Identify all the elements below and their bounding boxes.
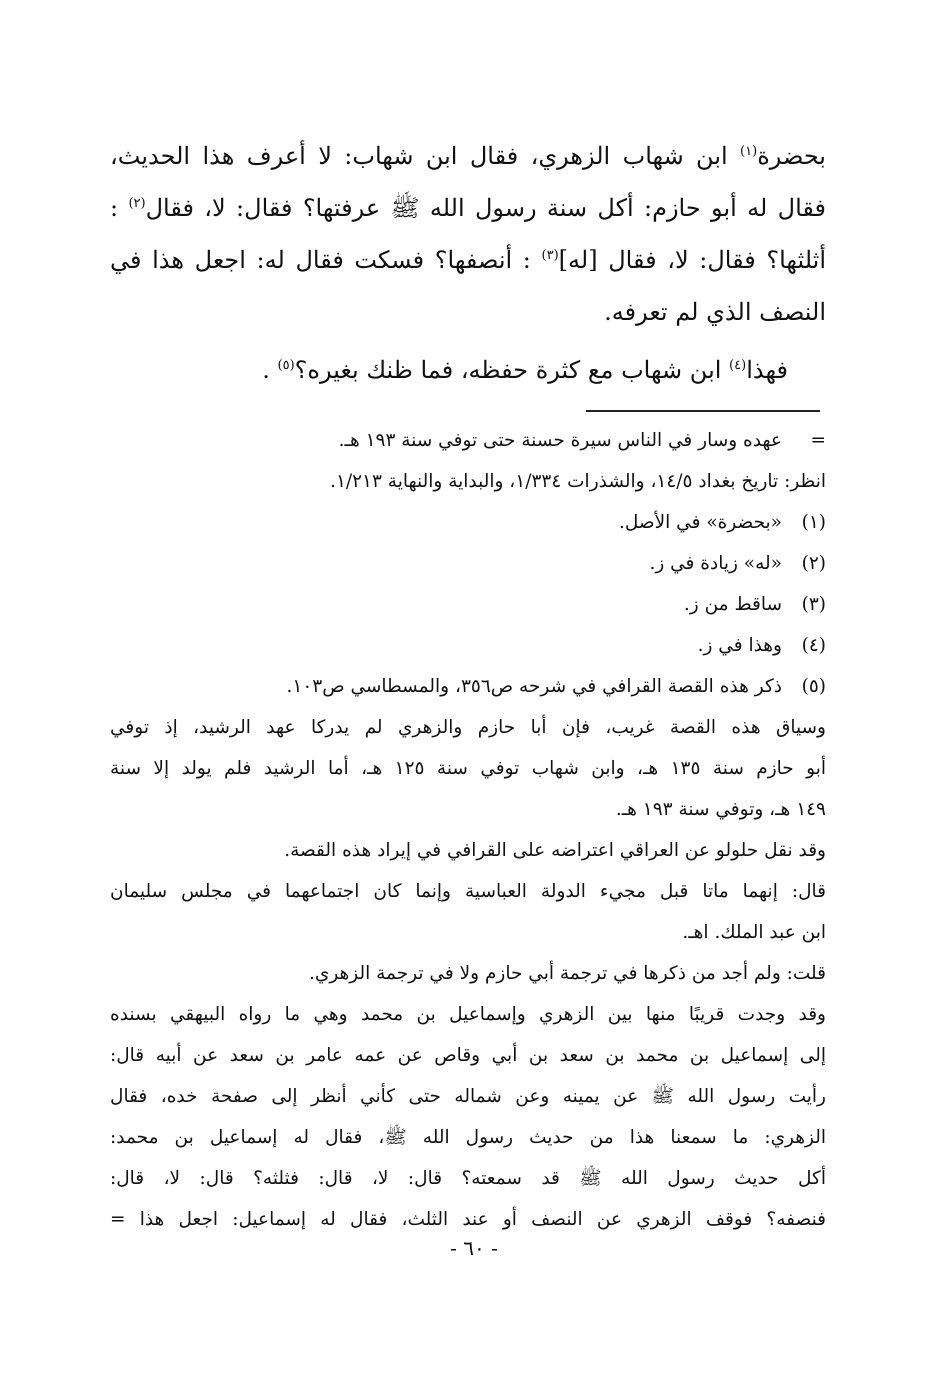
footnote-ref-5: (٥) xyxy=(277,358,295,373)
footnote-ref-2: (٢) xyxy=(128,196,146,211)
footnote-number: (٥) xyxy=(801,676,826,697)
main-text-run: بحضرة xyxy=(757,142,826,170)
footnotes-block xyxy=(110,420,826,1240)
main-text-run: ابن شهاب الزهري، فقال ابن شهاب: لا أعرف هذا الحديث، xyxy=(110,142,741,170)
footnote-5-line: إلى إسماعيل بن محمد بن سعد بن أبي وقاص عن عمه عامر بن سعد عن أبيه قال: xyxy=(110,1045,826,1066)
footnote-5-line: فنصفه؟ فوقف الزهري عن النصف أو عند الثلث، فقال له إسماعيل: اجعل هذا = xyxy=(110,1209,826,1230)
footnote-text: ساقط من ز. xyxy=(683,594,782,615)
footnote-item xyxy=(110,543,826,584)
main-text-run: . xyxy=(262,356,270,384)
footnote-item xyxy=(110,502,826,543)
footnote-ref-1: (١) xyxy=(740,144,758,159)
footnote-text: «له» زيادة في ز. xyxy=(649,553,782,574)
main-paragraph-2 xyxy=(110,344,826,396)
footnote-number: (٢) xyxy=(801,553,826,574)
footnote-text: ذكر هذه القصة القرافي في شرحه ص٣٥٦، والمسطاسي ص١٠٣. xyxy=(286,676,782,697)
footnote-ref-3: (٣) xyxy=(541,248,559,263)
footnote-5-line: ١٤٩ هـ، وتوفي سنة ١٩٣ هـ. xyxy=(615,799,826,820)
continuation-marker: = xyxy=(810,430,826,451)
footnote-5-line: وقد نقل حلولو عن العراقي اعتراضه على القرافي في إيراد هذه القصة. xyxy=(284,840,826,861)
footnote-text: عهده وسار في الناس سيرة حسنة حتى توفي سنة ١٩٣ هـ. xyxy=(338,430,782,451)
footnote-separator-line xyxy=(586,410,820,412)
footnote-text: وهذا في ز. xyxy=(697,635,782,656)
footnote-5-line: أكل حديث رسول الله ﷺ قد سمعته؟ قال: لا، قال: فثلثه؟ قال: لا، قال: xyxy=(110,1168,826,1189)
main-text-run: فهذا xyxy=(746,356,788,384)
main-paragraph-1-line-1 xyxy=(110,130,826,182)
footnote-continuation-line: انظر: تاريخ بغداد ١٤/٥، والشذرات ١/٣٣٤، والبداية والنهاية ١/٢١٣. xyxy=(330,471,826,492)
footnote-5-line: الزهري: ما سمعنا هذا من حديث رسول الله ﷺ، فقال له إسماعيل بن محمد: xyxy=(110,1127,826,1148)
footnote-5-line: ابن عبد الملك. اهـ. xyxy=(682,922,826,943)
footnote-text: «بحضرة» في الأصل. xyxy=(619,512,782,533)
main-text-block xyxy=(110,130,826,396)
footnote-item xyxy=(110,625,826,666)
main-text-run: فقال له أبو حازم: أكل سنة رسول الله ﷺ عرفتها؟ فقال: لا، فقال xyxy=(145,194,826,222)
main-paragraph-1-line-2 xyxy=(110,182,826,234)
main-text-run: : أنصفها؟ فسكت فقال له: اجعل هذا في xyxy=(110,246,531,274)
main-paragraph-1-line-4: النصف الذي لم تعرفه. xyxy=(604,298,826,326)
main-text-run: : xyxy=(110,194,119,222)
footnote-number: (٣) xyxy=(801,594,826,615)
footnote-continuation xyxy=(110,420,826,461)
footnote-5-line: أبو حازم سنة ١٣٥ هـ، وابن شهاب توفي سنة ١٢٥ هـ، أما الرشيد فلم يولد إلا سنة xyxy=(110,758,826,779)
footnote-5-line: قال: إنهما ماتا قبل مجيء الدولة العباسية وإنما كان اجتماعهما في مجلس سليمان xyxy=(110,881,826,902)
footnote-5-line: رأيت رسول الله ﷺ عن يمينه وعن شماله حتى كأني أنظر إلى صفحة خده، فقال xyxy=(110,1086,826,1107)
main-paragraph-1-line-3 xyxy=(110,234,826,286)
footnote-number: (١) xyxy=(801,512,826,533)
footnote-5-line: وقد وجدت قريبًا منها بين الزهري وإسماعيل بن محمد وهي ما رواه البيهقي بسنده xyxy=(110,1004,826,1025)
page-number: - ٦٠ - xyxy=(450,1236,498,1260)
main-text-run: أثلثها؟ فقال: لا، فقال [له] xyxy=(558,246,826,274)
footnote-ref-4: (٤) xyxy=(729,358,747,373)
footnote-item xyxy=(110,584,826,625)
main-text-run: ابن شهاب مع كثرة حفظه، فما ظنك بغيره؟ xyxy=(294,356,730,384)
footnote-5-line: وسياق هذه القصة غريب، فإن أبا حازم والزهري لم يدركا عهد الرشيد، إذ توفي xyxy=(110,717,826,738)
footnote-number: (٤) xyxy=(801,635,826,656)
footnote-item xyxy=(110,666,826,707)
footnote-5-line: قلت: ولم أجد من ذكرها في ترجمة أبي حازم ولا في ترجمة الزهري. xyxy=(308,963,826,984)
